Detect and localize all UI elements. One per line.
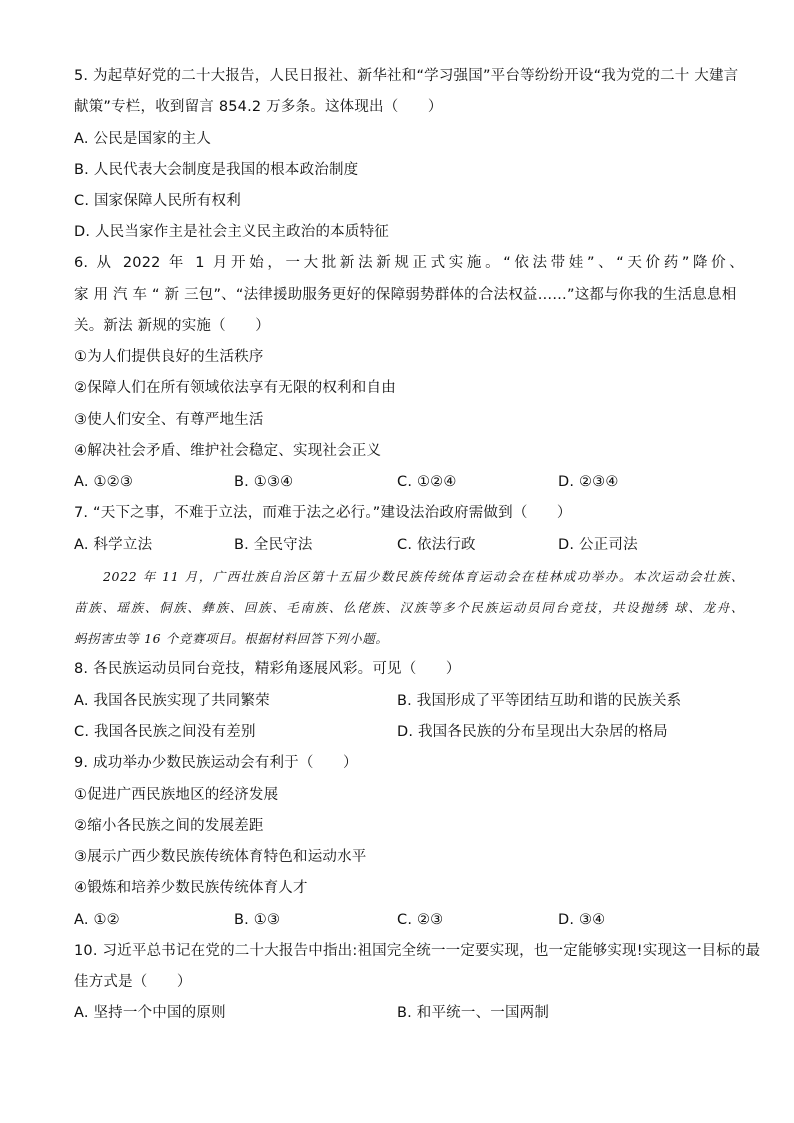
q8-option-b[interactable]: B. 我国形成了平等团结互助和谐的民族关系: [397, 693, 682, 709]
q10-stem-line-2: 佳方式是（ ）: [74, 974, 192, 990]
q5-option-c[interactable]: C. 国家保障人民所有权利: [74, 193, 241, 209]
material-line-1: 2022 年 11 月，广西壮族自治区第十五届少数民族传统体育运动会在桂林成功举办。本次运动会壮族、: [103, 569, 744, 584]
q6-option-a[interactable]: A. ①②③: [74, 474, 134, 490]
q6-options-row: [74, 472, 744, 492]
q5-option-b[interactable]: B. 人民代表大会制度是我国的根本政治制度: [74, 162, 359, 178]
q9-option-a[interactable]: A. ①②: [74, 912, 120, 928]
q9-item-2: ②缩小各民族之间的发展差距: [74, 818, 264, 834]
q5-stem-line-1: 5. 为起草好党的二十大报告，人民日报社、新华社和“学习强国”平台等纷纷开设“我为党的二十 大建言: [74, 68, 739, 84]
material-line-2: 苗族、瑶族、侗族、彝族、回族、毛南族、仫佬族、汉族等多个民族运动员同台竞技，共设抛绣 球、龙舟、: [74, 600, 744, 615]
q7-options-row: [74, 535, 744, 555]
q5-stem-line-2: 献策”专栏，收到留言 854.2 万多条。这体现出（ ）: [74, 99, 443, 115]
q6-item-2: ②保障人们在所有领域依法享有无限的权利和自由: [74, 380, 396, 396]
q6-option-b[interactable]: B. ①③④: [234, 474, 294, 490]
q10-options-row: [74, 1003, 744, 1023]
q7-option-b[interactable]: B. 全民守法: [234, 537, 313, 553]
q7-option-a[interactable]: A. 科学立法: [74, 537, 153, 553]
q8-stem: 8. 各民族运动员同台竞技，精彩角逐展风彩。可见（ ）: [74, 661, 461, 677]
q10-stem-line-1: 10. 习近平总书记在党的二十大报告中指出:祖国完全统一一定要实现，也一定能够实现!实现这一目标的最: [74, 943, 761, 959]
q10-option-b[interactable]: B. 和平统一、一国两制: [397, 1005, 550, 1021]
q6-stem-line-3: 关。新法 新规的实施（ ）: [74, 318, 270, 334]
q6-item-1: ①为人们提供良好的生活秩序: [74, 349, 264, 365]
material-line-3: 蚂拐害虫等 16 个竞赛项目。根据材料回答下列小题。: [74, 631, 389, 646]
q8-options-row-2: [74, 722, 744, 742]
q8-option-d[interactable]: D. 我国各民族的分布呈现出大杂居的格局: [397, 724, 668, 740]
q9-option-d[interactable]: D. ③④: [558, 912, 606, 928]
q9-item-1: ①促进广西民族地区的经济发展: [74, 787, 279, 803]
q9-option-c[interactable]: C. ②③: [397, 912, 444, 928]
q6-stem-line-1: 6. 从 2022 年 1 月开始，一大批新法新规正式实施。“依法带娃”、“天价药”降价、: [74, 255, 744, 271]
q7-stem: 7. “天下之事，不难于立法，而难于法之必行。”建设法治政府需做到（ ）: [74, 505, 572, 521]
q9-option-b[interactable]: B. ①③: [234, 912, 281, 928]
q5-option-d[interactable]: D. 人民当家作主是社会主义民主政治的本质特征: [74, 224, 389, 240]
q6-option-c[interactable]: C. ①②④: [397, 474, 457, 490]
q9-item-3: ③展示广西少数民族传统体育特色和运动水平: [74, 849, 367, 865]
q8-options-row-1: [74, 691, 744, 711]
q7-option-c[interactable]: C. 依法行政: [397, 537, 476, 553]
q6-option-d[interactable]: D. ②③④: [558, 474, 619, 490]
q9-options-row: [74, 910, 744, 930]
q10-option-a[interactable]: A. 坚持一个中国的原则: [74, 1005, 226, 1021]
q8-option-a[interactable]: A. 我国各民族实现了共同繁荣: [74, 693, 270, 709]
q8-option-c[interactable]: C. 我国各民族之间没有差别: [74, 724, 256, 740]
q5-option-a[interactable]: A. 公民是国家的主人: [74, 131, 212, 147]
q9-stem: 9. 成功举办少数民族运动会有利于（ ）: [74, 755, 358, 771]
q6-item-4: ④解决社会矛盾、维护社会稳定、实现社会正义: [74, 443, 382, 459]
q6-stem-line-2: 家 用 汽 车 “ 新 三包”、“法律援助服务更好的保障弱势群体的合法权益……”这都与你我的生活息息相: [74, 287, 737, 303]
q6-item-3: ③使人们安全、有尊严地生活: [74, 412, 264, 428]
q9-item-4: ④锻炼和培养少数民族传统体育人才: [74, 880, 308, 896]
q7-option-d[interactable]: D. 公正司法: [558, 537, 638, 553]
